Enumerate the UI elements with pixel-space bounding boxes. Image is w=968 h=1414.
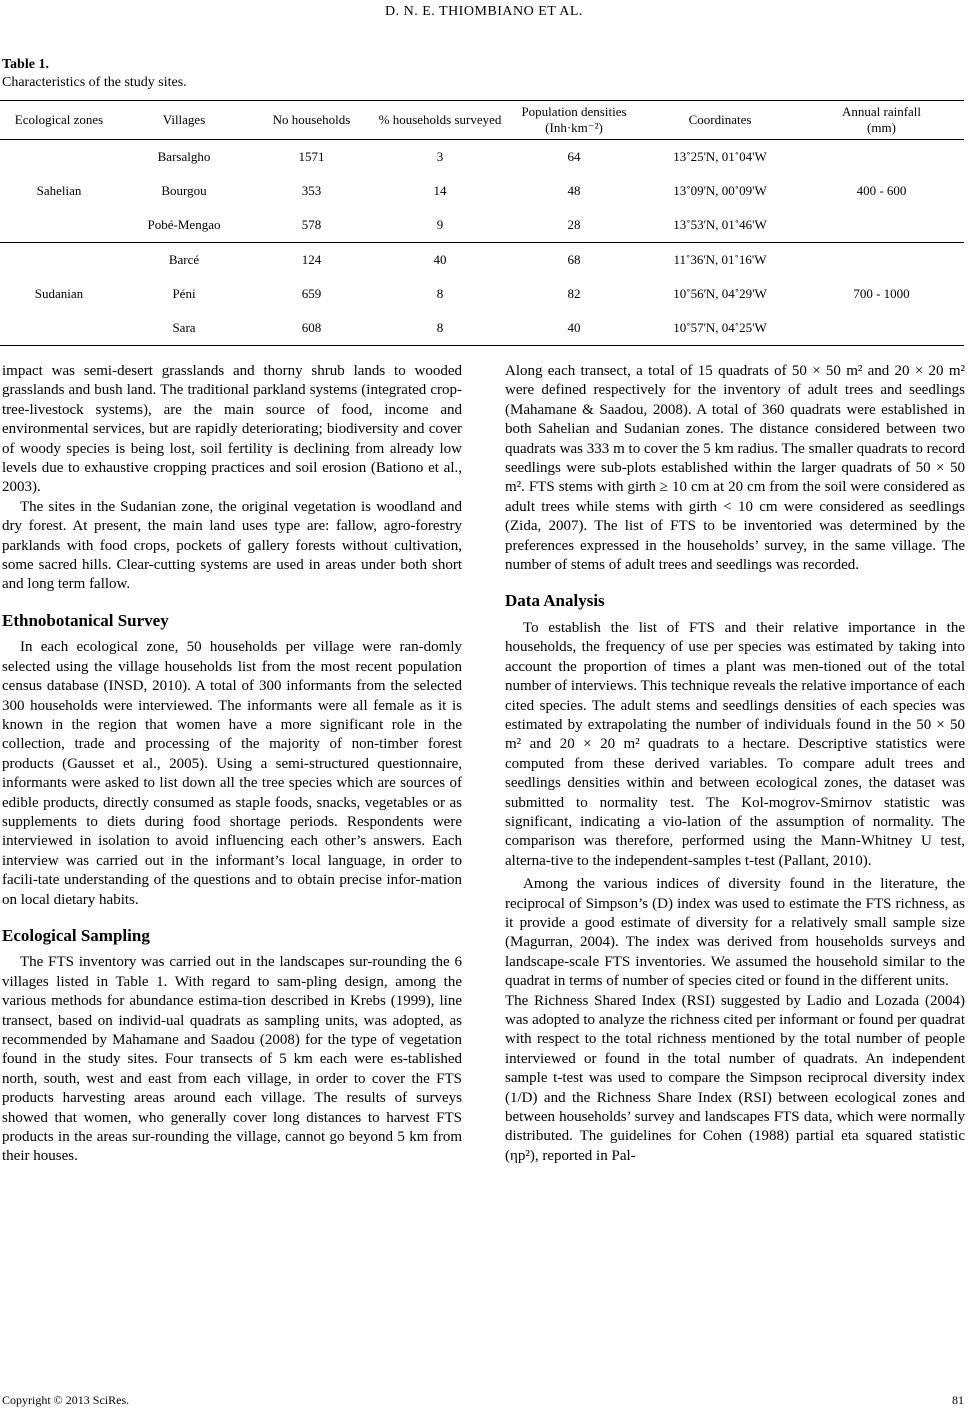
density-cell: 68 [567, 252, 581, 267]
section-heading: Ecological Sampling [2, 925, 150, 945]
study-sites-table [0, 100, 964, 346]
table-caption [2, 56, 187, 92]
col-header-density: Population densities (Inh·km⁻²) [507, 101, 641, 140]
table-row [0, 140, 964, 175]
households-cell: 353 [301, 183, 322, 198]
coordinates-cell: 10˚57'N, 04˚25'W [641, 311, 799, 346]
paragraph: In each ecological zone, 50 households per village were ran-domly selected using the village households list from the most recent population census database (INSD, 2010). A total of 300 informants from the selected 300 households were interviewed. The informants were all female as it is known in the region that women have a more significant role in the collection, trade and processing of the majority of non-timber forest products (Gausset et al., 2005). Using a semi-structured questionnaire, informants were asked to list down all the tree species which are sources of edible products, directly consumed as staple foods, snacks, vegetables or as supplements to diets during food shortage periods. Respondents were interviewed in isolation to avoid influencing each other’s answers. Each interview was carried out in the informant’s local language, in order to facili-tate understanding of the questions and to obtain precise infor-mation on local dietary habits. [2, 639, 462, 908]
table-header-row [0, 101, 964, 140]
col-header-rainfall: Annual rainfall (mm) [799, 101, 964, 140]
surveyed-cell: 14 [433, 183, 447, 198]
page-footer [2, 1393, 964, 1408]
table-row [0, 243, 964, 278]
col-header-surveyed: % households surveyed [373, 101, 507, 140]
paragraph: The sites in the Sudanian zone, the original vegetation is woodland and dry forest. At present, the main land uses type are: fallow, agro-forestry parklands with food crops, pockets of gallery forests without cultivation, some sacred hills. Clear-cutting systems are used in areas under both short and long term fallow. [2, 498, 462, 593]
coordinates-cell: 10˚56'N, 04˚29'W [673, 286, 767, 301]
paragraph: To establish the list of FTS and their relative importance in the households, the frequency of use per species was estimated by taking into account the proportion of times a plant was men-tioned out of the total number of interviews. This technique reveals the relative importance of each cited species. The adult stems and seedlings densities of each species was estimated by extrapolating the number of individuals found in the 50 × 50 m² and 20 × 20 m² quadrats to a hectare. Descriptive statistics were computed from these derived variables. To compare adult trees and seedlings densities within and between ecological zones, the dataset was submitted to normality test. The Kol-mogrov-Smirnov statistic was significant, indicating a vio-lation of the assumption of normality. The comparison was therefore, performed using the Mann-Whitney U test, alterna-tive to the independent-samples t-test (Pallant, 2010). [505, 619, 965, 869]
density-cell: 48 [567, 183, 581, 198]
coordinates-cell: 13˚09'N, 00˚09'W [673, 183, 767, 198]
paragraph: The FTS inventory was carried out in the landscapes sur-rounding the 6 villages listed in Table 1. With regard to sam-pling design, among the various methods for abundance estima-tion described in Krebs (1999), line transect, based on individ-ual quadrats as sampling units, was adopted, as recommended by Mahamane and Saadou (2008) for the type of vegetation found in the study sites. Four transects of 5 km each were es-tablished north, south, west and east from each village, in order to cover the FTS products harvesting areas around each village. The results of surveys showed that women, who generally cover long distances to harvest FTS products in the areas sur-rounding the village, cannot go beyond 5 km from their houses. [2, 954, 462, 1165]
households-cell: 659 [301, 286, 322, 301]
zone-cell: Sudanian [0, 243, 118, 346]
surveyed-cell: 9 [373, 208, 507, 243]
rainfall-cell: 400 - 600 [799, 140, 964, 243]
village-cell: Barsalgho [157, 149, 211, 164]
col-header-households: No households [250, 101, 373, 140]
right-column [505, 362, 965, 1166]
col-header-zones: Ecological zones [0, 101, 118, 140]
copyright-notice: Copyright © 2013 SciRes. [2, 1393, 130, 1407]
households-cell: 1571 [298, 149, 325, 164]
section-heading: Ethnobotanical Survey [2, 610, 169, 630]
paragraph: Among the various indices of diversity found in the literature, the reciprocal of Simpson’s (D) index was used to estimate the FTS richness, as it provide a good estimate of diversity for a relatively small sample size (Magurran, 2004). The index was derived from households surveys and landscape-scale FTS inventories. We assumed the household similar to the quadrat in terms of number of species cited or found in the different units. [505, 876, 965, 990]
table-caption-text: Characteristics of the study sites. [2, 75, 187, 90]
coordinates-cell: 13˚53'N, 01˚46'W [641, 208, 799, 243]
village-cell: Bourgou [161, 183, 207, 198]
coordinates-cell: 11˚36'N, 01˚16'W [673, 252, 767, 267]
paragraph: The Richness Shared Index (RSI) suggested by Ladio and Lozada (2004) was adopted to analyze the richness cited per informant or found per quadrat with respect to the total richness mentioned by the total number of people interviewed or found in the total number of quadrats. An independent sample t-test was used to compare the Simpson reciprocal diversity index (1/D) and the Richness Share Index (RSI) between ecological zones and between households’ survey and landscapes FTS data, which were normally distributed. The guidelines for Cohen (1988) partial eta squared statistic (ηp²), reported in Pal- [505, 992, 965, 1164]
density-cell: 28 [507, 208, 641, 243]
density-cell: 64 [567, 149, 581, 164]
running-head: D. N. E. THIOMBIANO ET AL. [385, 4, 583, 19]
village-cell: Pobé-Mengao [118, 208, 250, 243]
village-cell: Péni [172, 286, 196, 301]
surveyed-cell: 8 [436, 286, 444, 301]
section-heading: Data Analysis [505, 591, 605, 611]
col-header-coordinates: Coordinates [641, 101, 799, 140]
table-label: Table 1. [2, 57, 49, 72]
surveyed-cell: 3 [436, 149, 444, 164]
left-column [2, 362, 462, 1167]
paragraph: impact was semi-desert grasslands and thorny shrub lands to wooded grasslands and bush land. The traditional parkland systems (integrated crop-tree-livestock systems), are the main source of food, income and environmental services, but are rapidly deteriorating; biodiversity and cover of woody species is being lost, soil fertility is declining from already low levels due to exhaustive cropping practices and soil erosion (Bationo et al., 2003). [2, 363, 462, 496]
village-cell: Barcé [168, 252, 200, 267]
surveyed-cell: 40 [433, 252, 447, 267]
page-number: 81 [952, 1393, 964, 1407]
density-cell: 82 [567, 286, 581, 301]
density-cell: 40 [507, 311, 641, 346]
households-cell: 608 [250, 311, 373, 346]
households-cell: 578 [250, 208, 373, 243]
village-cell: Sara [118, 311, 250, 346]
households-cell: 124 [301, 252, 322, 267]
surveyed-cell: 8 [373, 311, 507, 346]
coordinates-cell: 13˚25'N, 01˚04'W [673, 149, 767, 164]
rainfall-cell: 700 - 1000 [799, 243, 964, 346]
paragraph: Along each transect, a total of 15 quadrats of 50 × 50 m² and 20 × 20 m² were defined respectively for the inventory of adult trees and seedlings (Mahamane & Saadou, 2008). A total of 360 quadrats were established in both Sahelian and Sudanian zones. The distance considered between two quadrats was 333 m to cover the 5 km radius. The smaller quadrats to record seedlings were sub-plots established within the larger quadrats of 50 × 50 m². FTS stems with girth ≥ 10 cm at 20 cm from the soil were considered as adult trees while stems with girth < 10 cm were considered as seedlings (Zida, 2007). The list of FTS to be inventoried was determined by the preferences expressed in the households’ survey, in the same village. The number of stems of adult trees and seedlings was recorded. [505, 363, 965, 574]
col-header-villages: Villages [118, 101, 250, 140]
zone-cell: Sahelian [0, 140, 118, 243]
